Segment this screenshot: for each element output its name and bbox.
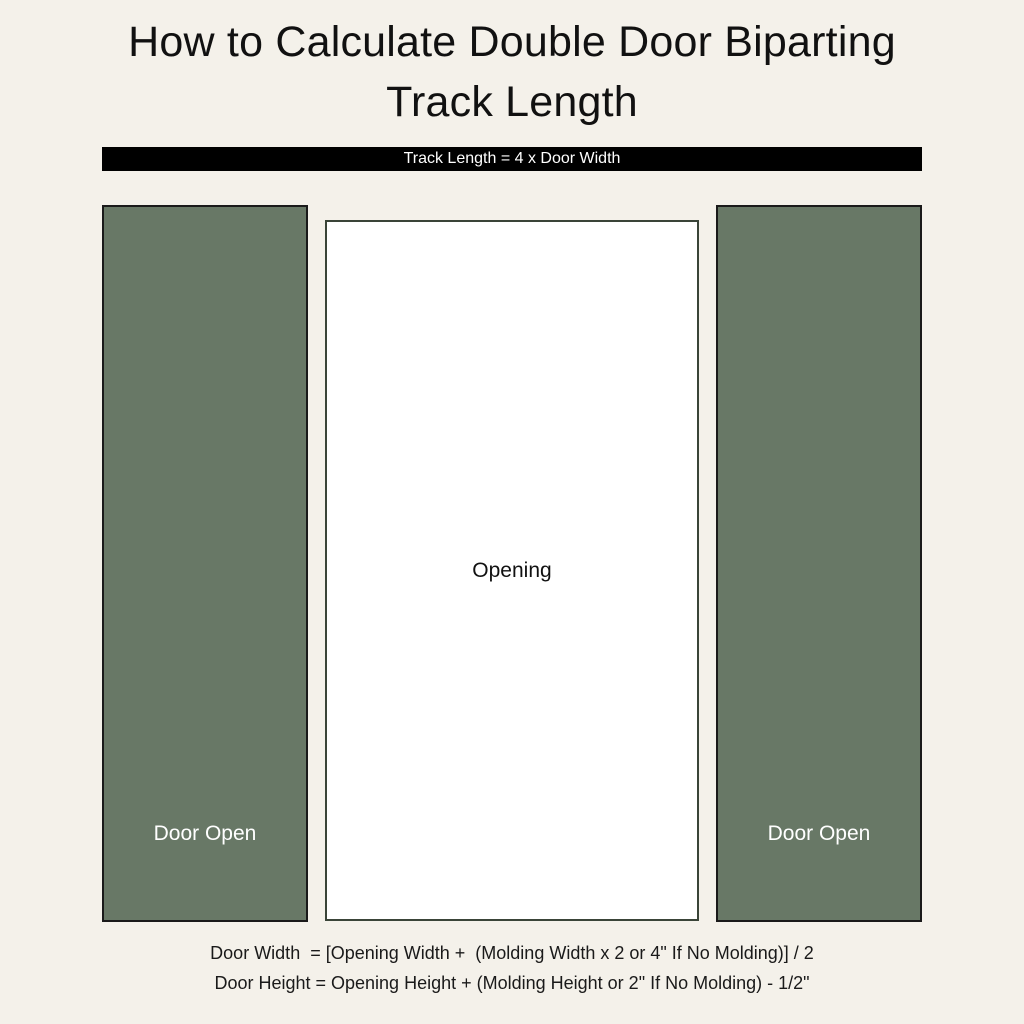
- door-left-label: Door Open: [153, 822, 257, 845]
- diagram-title: [0, 12, 1024, 132]
- door-right-label: Door Open: [767, 822, 871, 845]
- door-left: [102, 205, 308, 922]
- opening-label: Opening: [472, 559, 552, 582]
- track-length-label: Track Length = 4 x Door Width: [403, 150, 621, 167]
- door-width-formula: Door Width = [Opening Width + (Molding Width x 2 or 4" If No Molding)] / 2: [210, 943, 814, 963]
- door-height-formula: Door Height = Opening Height + (Molding Height or 2" If No Molding) - 1/2": [214, 973, 810, 993]
- title-line-1: How to Calculate Double Door Biparting: [128, 18, 896, 66]
- formulas: [0, 938, 1024, 998]
- title-line-2: Track Length: [386, 78, 638, 126]
- opening: [325, 220, 699, 921]
- door-right: [716, 205, 922, 922]
- track-bar: [102, 147, 922, 171]
